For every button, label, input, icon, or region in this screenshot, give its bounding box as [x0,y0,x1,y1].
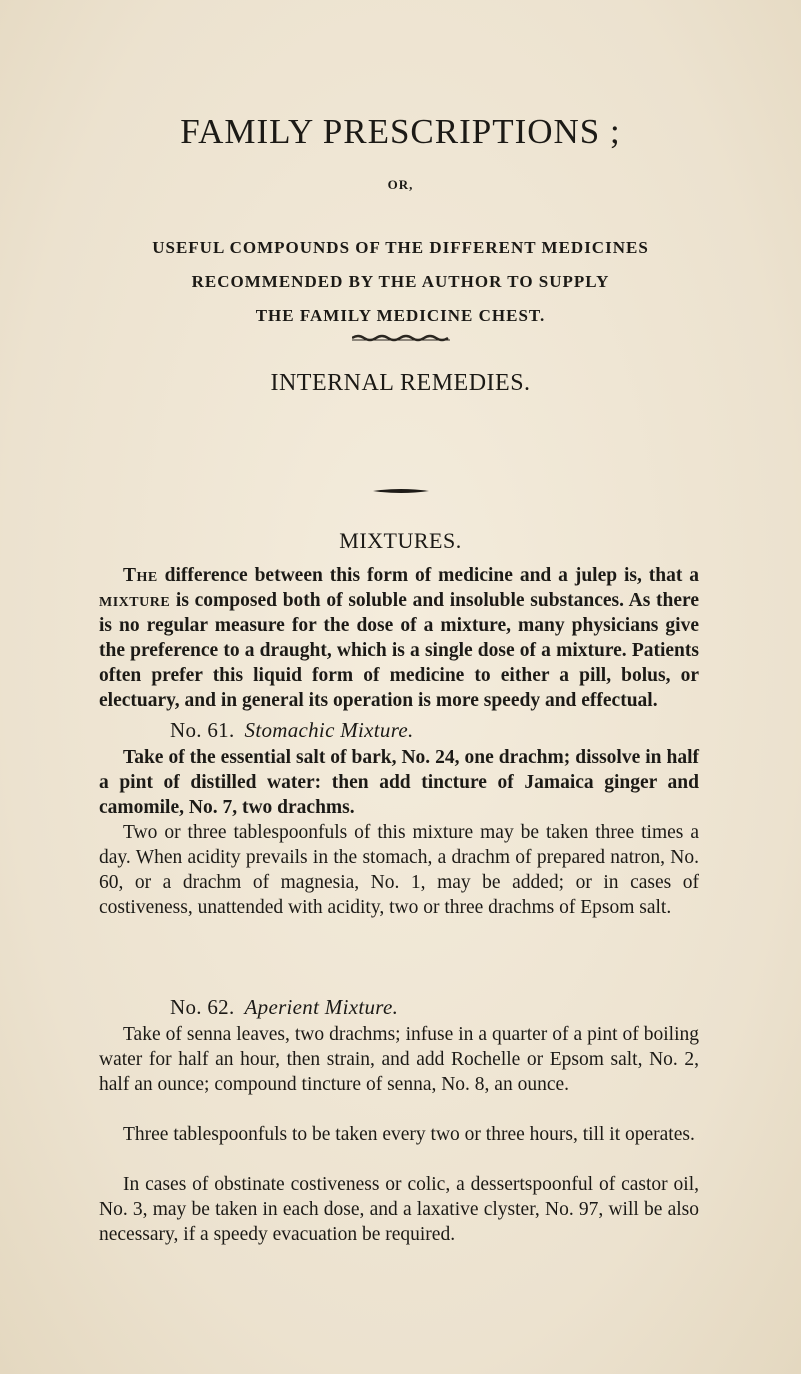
recipe-number: No. 61. [170,718,235,742]
or-connector: OR, [387,177,414,192]
subtitle [90,231,711,333]
intro-text-a: difference between this form of medicine and a julep is, that a [164,565,700,586]
sub-heading: MIXTURES. [339,528,462,553]
recipe-name: Aperient Mixture. [244,995,399,1019]
subtitle-line: USEFUL COMPOUNDS OF THE DIFFERENT MEDICINES [152,238,649,257]
recipe-heading-61 [170,718,414,743]
divider-rule [373,488,429,494]
intro-mixture-word: mixture [99,589,171,611]
intro-paragraph [99,564,699,713]
recipe-62-paragraph: In cases of obstinate costiveness or colic, a dessertspoonful of castor oil, No. 3, may be taken in each dose, and a laxative clyster, No. 97, will be also necessary, if a speedy evacuation be required. [99,1174,699,1245]
intro-text-b: is composed both of soluble and insoluble substances. As there is no regular measure for the dose of a mixture, many physicians give the preference to a draught, which is a single dose of a mixture. Patients often prefer this liquid form of medicine to either a pill, bolus, or electuary, and in general its operation is more speedy and effectual. [99,589,699,711]
subtitle-line: RECOMMENDED BY THE AUTHOR TO SUPPLY [191,272,610,291]
recipe-name: Stomachic Mixture. [244,718,414,742]
recipe-62-paragraph: Take of senna leaves, two drachms; infuse in a quarter of a pint of boiling water for half an hour, then strain, and add Rochelle or Epsom salt, No. 2, half an ounce; compound tincture of senna, No. 8, an ounce. [99,1024,699,1095]
intro-lead-word: The [123,565,158,586]
ornamental-rule [352,334,450,342]
section-heading: INTERNAL REMEDIES. [270,370,531,396]
recipe-61-paragraph: Take of the essential salt of bark, No. 24, one drachm; dissolve in half a pint of distilled water: then add tincture of Jamaica ginger and camomile, No. 7, two drachms. [99,747,699,818]
recipe-number: No. 62. [170,995,235,1019]
recipe-heading-62 [170,995,398,1020]
recipe-61-paragraph: Two or three tablespoonfuls of this mixture may be taken three times a day. When acidity prevails in the stomach, a drachm of prepared natron, No. 60, or a drachm of magnesia, No. 1, may be added; or in cases of costiveness, unattended with acidity, two or three drachms of Epsom salt. [99,822,699,918]
page-title: FAMILY PRESCRIPTIONS ; [180,112,621,151]
recipe-62-paragraph: Three tablespoonfuls to be taken every two or three hours, till it operates. [123,1124,695,1145]
subtitle-line: THE FAMILY MEDICINE CHEST. [255,306,546,325]
